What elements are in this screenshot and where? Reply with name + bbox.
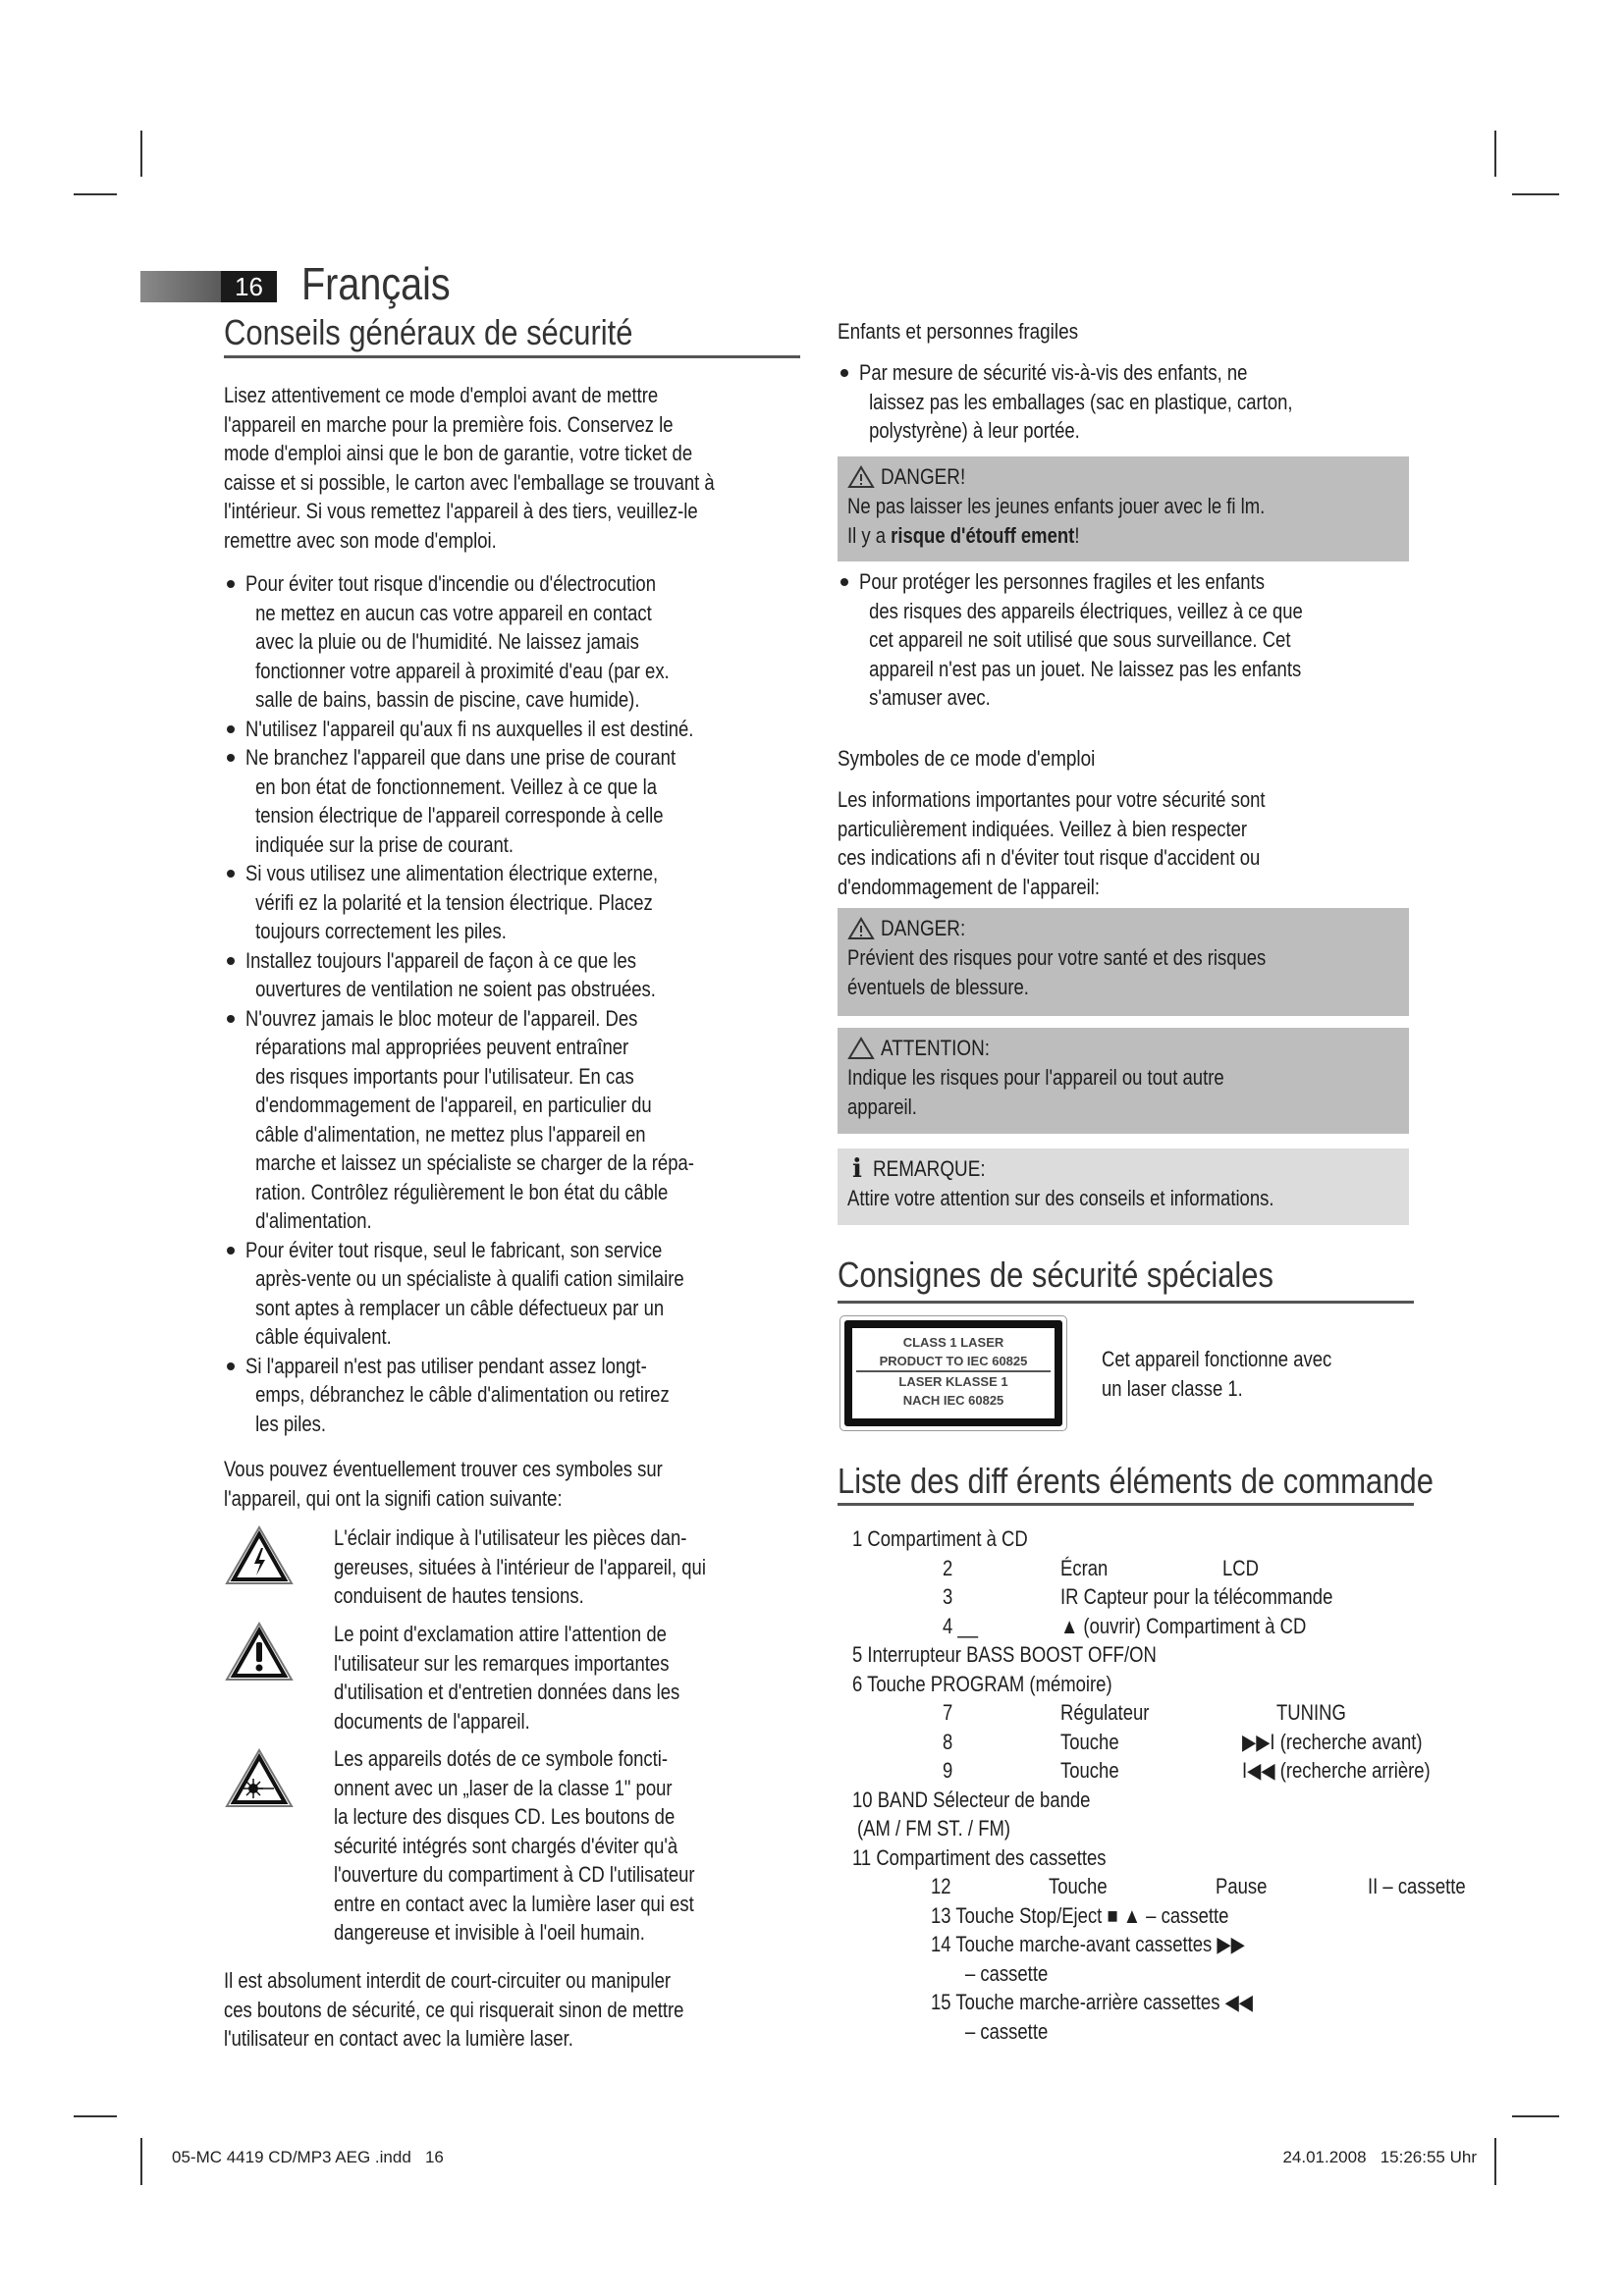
- bullet-dot-icon: [840, 369, 848, 377]
- text-line: appareil.: [847, 1094, 917, 1119]
- danger-notice-film: [838, 456, 1409, 561]
- danger-title-text: DANGER:: [881, 916, 966, 940]
- text-line: appareil n'est pas un jouet. Ne laissez pas les enfants: [869, 656, 1302, 681]
- text-line: avec la pluie ou de l'humidité. Ne laissez jamais: [255, 629, 639, 654]
- text-line: marche et laissez un spécialiste se charger de la répa-: [255, 1150, 694, 1175]
- text-line: fonctionner votre appareil à proximité d'eau (par ex.: [255, 658, 670, 683]
- bullet-item: [224, 743, 800, 859]
- text-line: dangereuse et invisible à l'oeil humain.: [334, 1920, 645, 1945]
- children-heading: Enfants et personnes fragiles: [838, 319, 1079, 344]
- text-line: polystyrène) à leur portée.: [869, 418, 1080, 443]
- bullet-item: [224, 1004, 800, 1236]
- footer-timestamp: 24.01.2008 15:26:55 Uhr: [1282, 2148, 1477, 2166]
- bullet-dot-icon: [227, 1015, 235, 1023]
- text-line: remettre avec son mode d'emploi.: [224, 527, 497, 553]
- text-line: toujours correctement les piles.: [255, 919, 507, 943]
- list-item: – cassette: [965, 1960, 1049, 1986]
- text-line: Attire votre attention sur des conseils et informations.: [847, 1186, 1274, 1210]
- laser-label-line: LASER KLASSE 1: [898, 1374, 1008, 1389]
- text-line: réparations mal appropriées peuvent entraîner: [255, 1035, 629, 1059]
- remarque-title: [847, 1154, 1399, 1184]
- text-line: ces indications afi n d'éviter tout risque d'accident ou: [838, 845, 1261, 870]
- symbol-text-3: [334, 1744, 805, 1948]
- bullet-dot-icon: [227, 754, 235, 762]
- text-line: l'ouverture du compartiment à CD l'utilisateur: [334, 1862, 695, 1887]
- text-line: câble équivalent.: [255, 1324, 392, 1349]
- symbol-text-2: [334, 1620, 805, 1735]
- crop-mark: [140, 131, 142, 177]
- text-line: ces boutons de sécurité, ce qui risquerait sinon de mettre: [224, 1997, 684, 2022]
- text-line: l'appareil en marche pour la première fois. Conservez le: [224, 411, 674, 437]
- list-item: (AM / FM ST. / FM): [857, 1816, 1011, 1841]
- attention-title-text: ATTENTION:: [881, 1036, 991, 1060]
- warning-triangle-icon: [847, 917, 875, 940]
- caution-triangle-icon: [847, 1037, 875, 1060]
- text-line: tension électrique de l'appareil corresponde à celle: [255, 803, 664, 828]
- text-line: N'utilisez l'appareil qu'aux fi ns auxquelles il est destiné.: [245, 716, 694, 741]
- laser-class-label: [839, 1315, 1067, 1431]
- heading-rule: [838, 1301, 1414, 1304]
- text-line: caisse et si possible, le carton avec l'emballage se trouvant à: [224, 469, 715, 495]
- text-line: les piles.: [255, 1411, 326, 1436]
- controls-heading: Liste des diff érents éléments de commande: [838, 1461, 1434, 1501]
- text-line: l'appareil, qui ont la signifi cation suivante:: [224, 1485, 563, 1511]
- danger-text: [847, 943, 1399, 1001]
- danger-notice: [838, 908, 1409, 1016]
- text-line: sont aptes à remplacer un câble défectueux par un: [255, 1295, 665, 1320]
- bullet-item: [838, 358, 1414, 446]
- text-line: Le point d'exclamation attire l'attention de: [334, 1622, 667, 1646]
- text-line: salle de bains, bassin de piscine, cave humide).: [255, 687, 640, 712]
- list-item: 1 Compartiment à CD: [852, 1526, 1028, 1551]
- danger-title-text: DANGER!: [881, 464, 966, 489]
- crop-mark: [74, 2115, 117, 2117]
- bullet-dot-icon: [227, 1247, 235, 1255]
- list-item: 5 Interrupteur BASS BOOST OFF/ON: [852, 1642, 1157, 1667]
- text-line: Cet appareil fonctionne avec: [1102, 1347, 1332, 1371]
- text-line: Il est absolument interdit de court-circuiter ou manipuler: [224, 1968, 672, 1993]
- text-line: après-vente ou un spécialiste à qualifi cation similaire: [255, 1266, 684, 1291]
- list-item: 9 Touche I◀◀ (recherche arrière): [943, 1758, 1431, 1783]
- attention-notice: [838, 1028, 1409, 1134]
- bullet-dot-icon: [227, 1362, 235, 1370]
- text-line: l'utilisateur sur les remarques importantes: [334, 1650, 670, 1676]
- text-line: conduisent de hautes tensions.: [334, 1583, 584, 1608]
- safety-bullet-list: [224, 569, 800, 1438]
- text-line: s'amuser avec.: [869, 685, 991, 710]
- text-line: Prévient des risques pour votre santé et des risques: [847, 945, 1267, 970]
- danger-text: Il y a risque d'étouff ement!: [847, 522, 1080, 548]
- text-line: ne mettez en aucun cas votre appareil en contact: [255, 600, 652, 625]
- text-line: un laser classe 1.: [1102, 1375, 1243, 1401]
- symbol-text-1: [334, 1523, 805, 1611]
- attention-text: [847, 1063, 1399, 1121]
- crop-mark: [1494, 2138, 1496, 2185]
- crop-mark: [74, 193, 117, 195]
- text-line: laissez pas les emballages (sac en plastique, carton,: [869, 389, 1293, 414]
- text-line: Ne branchez l'appareil que dans une prise de courant: [245, 745, 677, 770]
- text-line: d'utilisation et d'entretien données dans les: [334, 1680, 680, 1704]
- list-item: 10 BAND Sélecteur de bande: [852, 1787, 1091, 1812]
- text-line: éventuels de blessure.: [847, 974, 1029, 999]
- bullet-item: [224, 569, 800, 715]
- intro-paragraph: [224, 381, 800, 555]
- bullet-dot-icon: [227, 580, 235, 588]
- text-line: L'éclair indique à l'utilisateur les pièces dan-: [334, 1525, 687, 1550]
- warning-triangle-icon: [847, 465, 875, 489]
- remarque-title-text: REMARQUE:: [873, 1156, 986, 1181]
- text-line: Si l'appareil n'est pas utiliser pendant assez longt-: [245, 1353, 647, 1378]
- symbols-paragraph: [838, 785, 1414, 901]
- bullet-item: [224, 715, 800, 744]
- text-line: ouvertures de ventilation ne soient pas obstruées.: [255, 977, 656, 1001]
- children-bullet-2: [838, 567, 1414, 713]
- text-line: des risques des appareils électriques, veillez à ce que: [869, 598, 1303, 623]
- symbols-intro: [224, 1455, 800, 1513]
- info-icon: i: [852, 1154, 862, 1184]
- list-item: 11 Compartiment des cassettes: [852, 1844, 1107, 1870]
- heading-rule: [838, 1503, 1414, 1506]
- laser-label-line: NACH IEC 60825: [902, 1393, 1004, 1408]
- text-line: cet appareil ne soit utilisé que sous surveillance. Cet: [869, 627, 1291, 652]
- exclamation-warning-icon: [224, 1621, 295, 1683]
- text-line: câble d'alimentation, ne mettez plus l'appareil en: [255, 1121, 646, 1147]
- text-line: Lisez attentivement ce mode d'emploi avant de mettre: [224, 383, 659, 407]
- text-line: Pour éviter tout risque d'incendie ou d'électrocution: [245, 571, 656, 596]
- text-line: Les informations importantes pour votre sécurité sont: [838, 787, 1266, 812]
- closing-paragraph: [224, 1966, 800, 2054]
- laser-warning-icon: [224, 1747, 295, 1810]
- text-line: onnent avec un „laser de la classe 1" pour: [334, 1775, 673, 1800]
- list-item: 15 Touche marche-arrière cassettes ◀◀: [931, 1990, 1254, 2014]
- text-line: Pour éviter tout risque, seul le fabricant, son service: [245, 1237, 663, 1262]
- text-line: entre en contact avec la lumière laser qui est: [334, 1891, 694, 1916]
- text-line: ration. Contrôlez régulièrement le bon état du câble: [255, 1179, 669, 1204]
- bullet-item: [838, 567, 1414, 713]
- bullet-dot-icon: [227, 870, 235, 878]
- text-line: vérifi ez la polarité et la tension électrique. Placez: [255, 889, 653, 915]
- bullet-item: [224, 1236, 800, 1352]
- list-item: 8 Touche ▶▶I (recherche avant): [943, 1729, 1423, 1754]
- list-item: 12 Touche Pause II – cassette: [931, 1874, 1466, 1898]
- list-item: 13 Touche Stop/Eject ■ ▲ – cassette: [931, 1902, 1229, 1928]
- children-bullet-1: [838, 358, 1414, 446]
- bullet-item: [224, 946, 800, 1004]
- text-line: d'alimentation.: [255, 1208, 372, 1233]
- text-line: indiquée sur la prise de courant.: [255, 831, 514, 857]
- text-line: particulièrement indiquées. Veillez à bien respecter: [838, 816, 1248, 841]
- bullet-item: [224, 859, 800, 946]
- text-line: en bon état de fonctionnement. Veillez à ce que la: [255, 774, 657, 799]
- bullet-dot-icon: [840, 578, 848, 586]
- text-line: l'utilisateur en contact avec la lumière laser.: [224, 2026, 573, 2051]
- list-item: 14 Touche marche-avant cassettes ▶▶: [931, 1932, 1245, 1956]
- remarque-text: [847, 1184, 1399, 1213]
- text-line: l'intérieur. Si vous remettez l'appareil à des tiers, veuillez-le: [224, 499, 698, 523]
- symbols-heading: Symboles de ce mode d'emploi: [838, 746, 1096, 771]
- text-line: sécurité intégrés sont chargés d'éviter qu'à: [334, 1833, 678, 1858]
- text-line: des risques importants pour l'utilisateur. En cas: [255, 1063, 634, 1089]
- text-line: Installez toujours l'appareil de façon à ce que les: [245, 947, 637, 973]
- laser-description: [1102, 1345, 1416, 1403]
- text-line: Vous pouvez éventuellement trouver ces symboles sur: [224, 1457, 663, 1481]
- header-bar: [140, 271, 221, 302]
- special-safety-heading: Consignes de sécurité spéciales: [838, 1255, 1274, 1295]
- list-item: – cassette: [965, 2018, 1049, 2044]
- text-line: la lecture des disques CD. Les boutons de: [334, 1804, 676, 1829]
- text-line: Par mesure de sécurité vis-à-vis des enfants, ne: [859, 360, 1248, 385]
- list-item: 3 IR Capteur pour la télécommande: [943, 1584, 1333, 1609]
- text-line: Si vous utilisez une alimentation électrique externe,: [245, 861, 659, 885]
- page-number: 16: [221, 271, 277, 302]
- bullet-item: [224, 1352, 800, 1439]
- language-title: Français: [301, 258, 451, 309]
- text-line: Pour protéger les personnes fragiles et les enfants: [859, 569, 1265, 594]
- crop-mark: [1512, 2115, 1559, 2117]
- text-line: documents de l'appareil.: [334, 1708, 530, 1734]
- text-line: gereuses, situées à l'intérieur de l'appareil, qui: [334, 1554, 706, 1579]
- lightning-warning-icon: [224, 1524, 295, 1587]
- heading-rule: [224, 355, 800, 358]
- bullet-dot-icon: [227, 725, 235, 733]
- crop-mark: [1512, 193, 1559, 195]
- list-item: 4 __ ▲ (ouvrir) Compartiment à CD: [943, 1613, 1307, 1638]
- text-line: N'ouvrez jamais le bloc moteur de l'appareil. Des: [245, 1005, 638, 1031]
- danger-title: [847, 914, 1399, 943]
- laser-label-line: CLASS 1 LASER: [902, 1335, 1004, 1350]
- danger-text: Ne pas laisser les jeunes enfants jouer avec le fi lm.: [847, 494, 1266, 518]
- text-line: Les appareils dotés de ce symbole foncti-: [334, 1746, 669, 1771]
- text-line: d'endommagement de l'appareil:: [838, 874, 1100, 899]
- text-line: mode d'emploi ainsi que le bon de garantie, votre ticket de: [224, 441, 693, 465]
- section-heading: Conseils généraux de sécurité: [224, 312, 633, 352]
- text-line: d'endommagement de l'appareil, en particulier du: [255, 1093, 652, 1117]
- remarque-notice: [838, 1148, 1409, 1225]
- list-item: 2 Écran LCD: [943, 1555, 1259, 1580]
- crop-mark: [140, 2138, 142, 2185]
- list-item: 7 Régulateur TUNING: [943, 1700, 1346, 1725]
- attention-title: [847, 1034, 1399, 1063]
- text-line: Indique les risques pour l'appareil ou tout autre: [847, 1065, 1224, 1090]
- crop-mark: [1494, 131, 1496, 177]
- bullet-dot-icon: [227, 957, 235, 965]
- text-line: emps, débranchez le câble d'alimentation ou retirez: [255, 1382, 670, 1407]
- danger-title: [847, 462, 1399, 492]
- list-item: 6 Touche PROGRAM (mémoire): [852, 1671, 1112, 1696]
- laser-label-line: PRODUCT TO IEC 60825: [856, 1352, 1051, 1372]
- footer-file-info: 05-MC 4419 CD/MP3 AEG .indd 16: [172, 2148, 444, 2166]
